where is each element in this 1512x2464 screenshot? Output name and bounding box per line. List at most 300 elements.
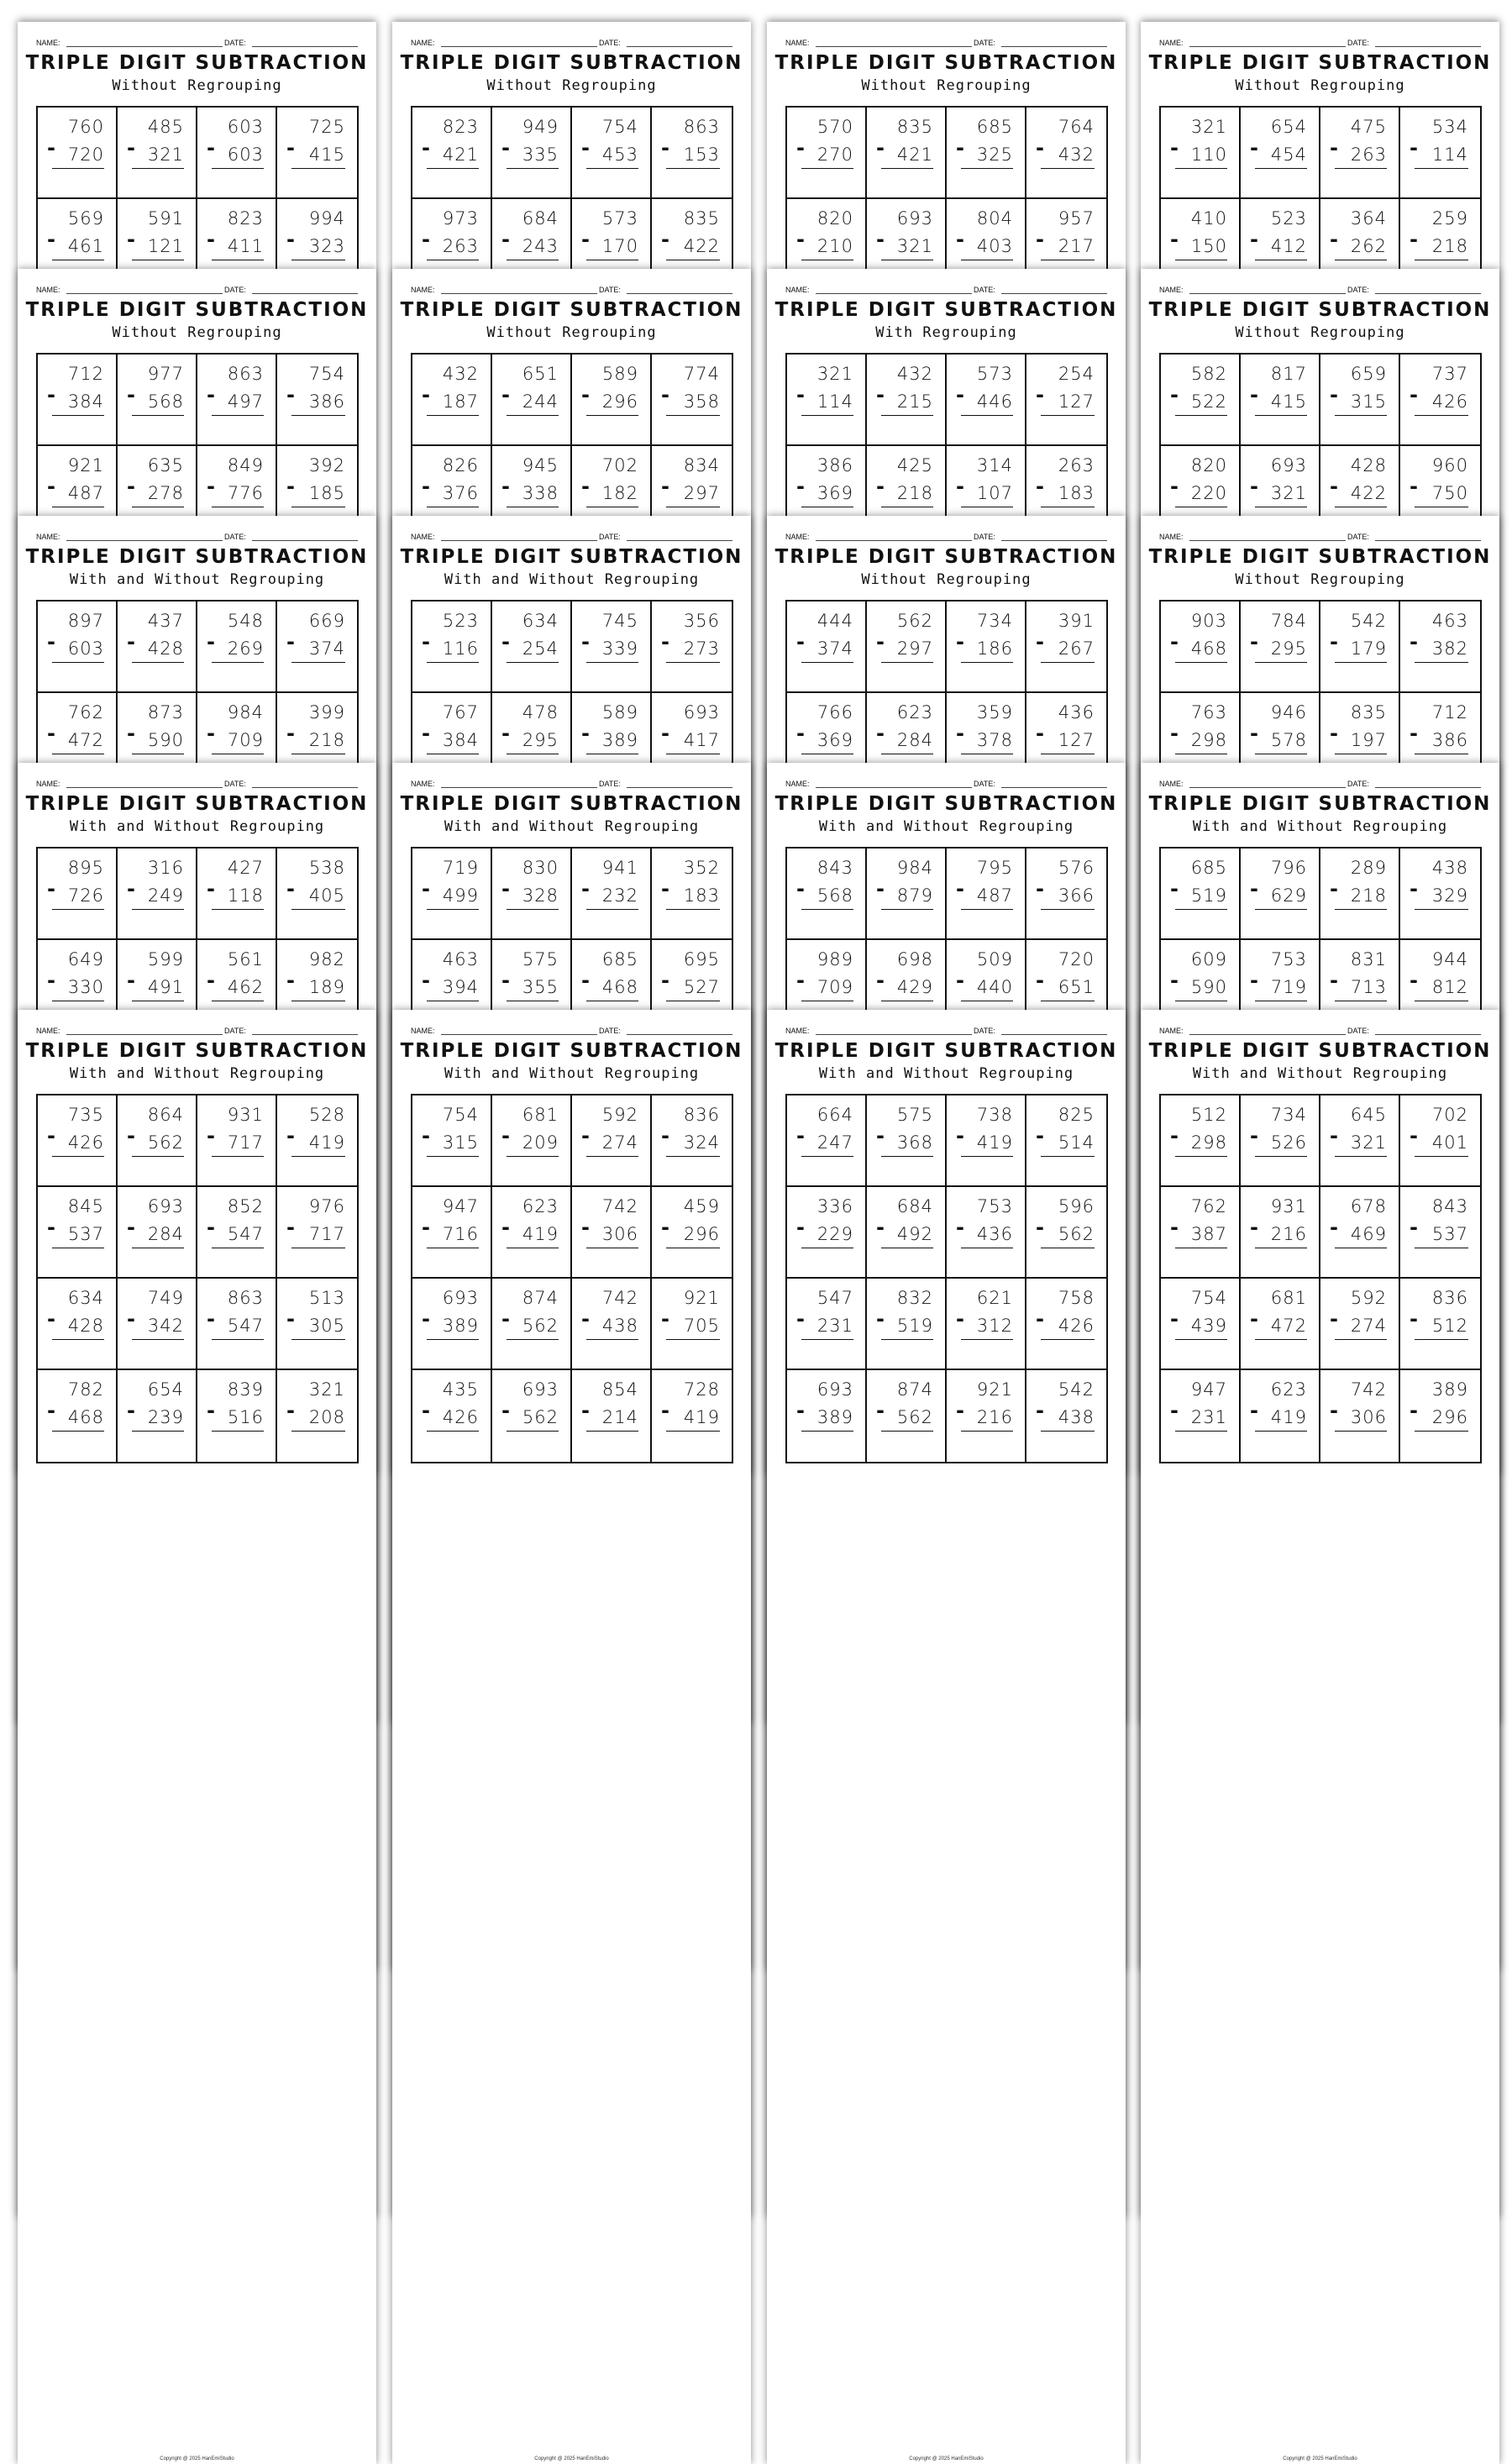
problem-grid xyxy=(1159,1094,1482,1463)
problem-cell[interactable] xyxy=(867,1095,947,1187)
minus-sign: - xyxy=(1036,1307,1044,1331)
problem-cell[interactable] xyxy=(652,1370,732,1462)
problem-cell[interactable] xyxy=(38,1095,118,1187)
subtrahend: 218 xyxy=(308,730,345,750)
problem-cell[interactable] xyxy=(412,355,492,446)
problem-cell[interactable] xyxy=(38,848,118,940)
minuend: 685 xyxy=(601,949,638,969)
problem-cell[interactable] xyxy=(118,355,197,446)
name-line[interactable] xyxy=(1189,787,1346,788)
problem-cell[interactable] xyxy=(197,108,277,199)
problem-cell[interactable] xyxy=(652,1187,732,1279)
problem-cell[interactable] xyxy=(572,602,652,693)
problem-cell[interactable] xyxy=(572,1279,652,1370)
problem-cell[interactable] xyxy=(947,355,1026,446)
problem-cell[interactable] xyxy=(1026,1279,1106,1370)
problem-cell[interactable] xyxy=(118,1095,197,1187)
minus-sign: - xyxy=(1170,969,1179,992)
problem-cell[interactable] xyxy=(38,108,118,199)
problem-cell[interactable] xyxy=(787,1187,867,1279)
problem-cell[interactable] xyxy=(1161,848,1241,940)
problem-cell[interactable] xyxy=(118,602,197,693)
answer-line xyxy=(881,1156,933,1157)
subtrahend: 389 xyxy=(601,730,638,750)
problem-cell[interactable] xyxy=(277,602,357,693)
problem-cell[interactable] xyxy=(492,1370,572,1462)
minuend: 863 xyxy=(683,117,720,137)
subtrahend: 296 xyxy=(1431,1407,1468,1427)
minus-sign: - xyxy=(956,228,964,251)
problem-cell[interactable] xyxy=(277,1370,357,1462)
problem-cell[interactable] xyxy=(1241,1370,1320,1462)
subtrahend: 127 xyxy=(1058,730,1095,750)
date-line[interactable] xyxy=(252,1034,358,1035)
subtrahend: 461 xyxy=(67,236,104,256)
problem-cell[interactable] xyxy=(1400,1279,1480,1370)
date-line[interactable] xyxy=(252,46,358,47)
problem-cell[interactable] xyxy=(1400,1370,1480,1462)
name-line[interactable] xyxy=(441,46,597,47)
date-label: DATE: xyxy=(974,1027,995,1035)
problem-cell[interactable] xyxy=(412,1187,492,1279)
minus-sign: - xyxy=(207,969,215,992)
problem-cell[interactable] xyxy=(572,1187,652,1279)
minus-sign: - xyxy=(1170,228,1179,251)
answer-line xyxy=(666,1431,720,1432)
minuend: 528 xyxy=(308,1105,345,1125)
problem-cell[interactable] xyxy=(947,1370,1026,1462)
problem-cell[interactable] xyxy=(412,108,492,199)
date-line[interactable] xyxy=(252,293,358,294)
problem-cell[interactable] xyxy=(867,1370,947,1462)
date-label: DATE: xyxy=(974,533,995,541)
minus-sign: - xyxy=(207,1124,215,1148)
problem-cell[interactable] xyxy=(572,1095,652,1187)
problem-cell[interactable] xyxy=(1026,602,1106,693)
problem-cell[interactable] xyxy=(277,1279,357,1370)
problem-cell[interactable] xyxy=(1320,355,1400,446)
name-label: NAME: xyxy=(785,286,810,294)
worksheet-title: TRIPLE DIGIT SUBTRACTION xyxy=(774,1040,1118,1062)
name-line[interactable] xyxy=(441,293,597,294)
minus-sign: - xyxy=(661,136,669,160)
answer-line xyxy=(291,1156,345,1157)
date-label: DATE: xyxy=(599,39,621,47)
minus-sign: - xyxy=(876,969,885,992)
answer-line xyxy=(1041,1431,1095,1432)
problem-cell[interactable] xyxy=(947,1187,1026,1279)
minuend: 712 xyxy=(1431,702,1468,722)
problem-cell[interactable] xyxy=(867,1279,947,1370)
name-label: NAME: xyxy=(411,533,435,541)
problem-cell[interactable] xyxy=(1161,355,1241,446)
problem-cell[interactable] xyxy=(787,355,867,446)
name-line[interactable] xyxy=(1189,1034,1346,1035)
problem-cell[interactable] xyxy=(652,1279,732,1370)
answer-line xyxy=(666,909,720,910)
problem-cell[interactable] xyxy=(1241,848,1320,940)
date-line[interactable] xyxy=(1375,1034,1481,1035)
minuend: 316 xyxy=(147,858,184,878)
minus-sign: - xyxy=(1250,1216,1258,1239)
problem-cell[interactable] xyxy=(1161,1095,1241,1187)
problem-cell[interactable] xyxy=(277,1187,357,1279)
name-line[interactable] xyxy=(66,787,223,788)
minus-sign: - xyxy=(1330,1307,1338,1331)
problem-cell[interactable] xyxy=(1026,108,1106,199)
answer-line xyxy=(961,1431,1013,1432)
subtrahend: 568 xyxy=(816,885,853,906)
problem-cell[interactable] xyxy=(652,1095,732,1187)
problem-cell[interactable] xyxy=(1400,355,1480,446)
problem-cell[interactable] xyxy=(1161,1279,1241,1370)
problem-cell[interactable] xyxy=(947,1095,1026,1187)
minus-sign: - xyxy=(661,1307,669,1331)
problem-cell[interactable] xyxy=(277,108,357,199)
problem-cell[interactable] xyxy=(572,848,652,940)
date-line[interactable] xyxy=(1375,787,1481,788)
subtrahend: 368 xyxy=(896,1132,933,1153)
name-line[interactable] xyxy=(66,1034,223,1035)
answer-line xyxy=(132,1431,184,1432)
problem-cell[interactable] xyxy=(277,1095,357,1187)
minuend: 263 xyxy=(1058,455,1095,475)
subtrahend: 719 xyxy=(1270,977,1307,997)
subtrahend: 267 xyxy=(1058,638,1095,659)
problem-cell[interactable] xyxy=(787,848,867,940)
answer-line xyxy=(801,168,853,169)
worksheet-subtitle: Without Regrouping xyxy=(1235,571,1405,588)
minuend: 573 xyxy=(601,208,638,229)
problem-cell[interactable] xyxy=(867,355,947,446)
problem-cell[interactable] xyxy=(1400,108,1480,199)
subtrahend: 726 xyxy=(67,885,104,906)
problem-cell[interactable] xyxy=(947,602,1026,693)
problem-cell[interactable] xyxy=(492,1187,572,1279)
date-line[interactable] xyxy=(1375,540,1481,541)
date-line[interactable] xyxy=(252,540,358,541)
worksheet-subtitle: With and Without Regrouping xyxy=(69,1065,325,1082)
minuend: 364 xyxy=(1350,208,1387,229)
name-line[interactable] xyxy=(66,540,223,541)
problem-cell[interactable] xyxy=(652,602,732,693)
name-line[interactable] xyxy=(816,787,972,788)
subtrahend: 127 xyxy=(1058,391,1095,412)
problem-cell[interactable] xyxy=(1026,1370,1106,1462)
problem-cell[interactable] xyxy=(1320,1370,1400,1462)
problem-cell[interactable] xyxy=(1241,1095,1320,1187)
minuend: 945 xyxy=(522,455,559,475)
problem-cell[interactable] xyxy=(492,602,572,693)
worksheet-subtitle: With and Without Regrouping xyxy=(818,818,1074,835)
name-line[interactable] xyxy=(441,787,597,788)
name-line[interactable] xyxy=(816,46,972,47)
date-line[interactable] xyxy=(627,293,732,294)
subtrahend: 254 xyxy=(522,638,559,659)
problem-cell[interactable] xyxy=(118,1279,197,1370)
answer-line xyxy=(586,1339,638,1340)
subtrahend: 297 xyxy=(896,638,933,659)
problem-cell[interactable] xyxy=(1241,108,1320,199)
subtrahend: 298 xyxy=(1190,1132,1227,1153)
subtrahend: 519 xyxy=(896,1316,933,1336)
minuend: 702 xyxy=(1431,1105,1468,1125)
minuend: 946 xyxy=(1270,702,1307,722)
problem-cell[interactable] xyxy=(1320,1279,1400,1370)
minus-sign: - xyxy=(1330,630,1338,654)
minus-sign: - xyxy=(422,228,430,251)
worksheet-subtitle: With and Without Regrouping xyxy=(444,818,700,835)
name-line[interactable] xyxy=(66,293,223,294)
problem-cell[interactable] xyxy=(197,1370,277,1462)
minus-sign: - xyxy=(581,475,590,498)
problem-cell[interactable] xyxy=(118,1370,197,1462)
problem-cell[interactable] xyxy=(118,1187,197,1279)
answer-line xyxy=(961,1156,1013,1157)
answer-line xyxy=(212,662,264,663)
problem-cell[interactable] xyxy=(787,1095,867,1187)
problem-cell[interactable] xyxy=(412,1095,492,1187)
minuend: 693 xyxy=(147,1196,184,1216)
problem-cell[interactable] xyxy=(197,1279,277,1370)
minuend: 826 xyxy=(442,455,479,475)
problem-cell[interactable] xyxy=(1161,1370,1241,1462)
minuend: 852 xyxy=(227,1196,264,1216)
problem-cell[interactable] xyxy=(492,848,572,940)
problem-cell[interactable] xyxy=(652,355,732,446)
subtrahend: 278 xyxy=(147,483,184,503)
name-label: NAME: xyxy=(1159,533,1184,541)
date-line[interactable] xyxy=(1001,293,1107,294)
answer-line xyxy=(291,1339,345,1340)
problem-cell[interactable] xyxy=(867,108,947,199)
copyright-text: Copyright @ 2025 HanEmiStudio xyxy=(909,2456,984,2461)
minus-sign: - xyxy=(956,722,964,745)
date-line[interactable] xyxy=(1375,46,1481,47)
problem-grid xyxy=(411,1094,733,1463)
minus-sign: - xyxy=(581,228,590,251)
problem-cell[interactable] xyxy=(277,355,357,446)
problem-cell[interactable] xyxy=(412,1279,492,1370)
problem-cell[interactable] xyxy=(1400,1095,1480,1187)
minus-sign: - xyxy=(956,1216,964,1239)
problem-cell[interactable] xyxy=(1241,1187,1320,1279)
problem-cell[interactable] xyxy=(787,602,867,693)
name-date-header xyxy=(785,533,1107,543)
subtrahend: 170 xyxy=(601,236,638,256)
minuend: 681 xyxy=(522,1105,559,1125)
problem-cell[interactable] xyxy=(197,355,277,446)
problem-cell[interactable] xyxy=(197,848,277,940)
problem-cell[interactable] xyxy=(787,1370,867,1462)
name-line[interactable] xyxy=(1189,46,1346,47)
name-line[interactable] xyxy=(816,1034,972,1035)
name-line[interactable] xyxy=(66,46,223,47)
minus-sign: - xyxy=(501,475,510,498)
problem-cell[interactable] xyxy=(947,848,1026,940)
date-line[interactable] xyxy=(627,1034,732,1035)
answer-line xyxy=(666,1339,720,1340)
name-label: NAME: xyxy=(1159,286,1184,294)
problem-cell[interactable] xyxy=(652,848,732,940)
problem-cell[interactable] xyxy=(1241,355,1320,446)
name-line[interactable] xyxy=(1189,540,1346,541)
answer-line xyxy=(132,1339,184,1340)
date-line[interactable] xyxy=(627,787,732,788)
minus-sign: - xyxy=(1036,1399,1044,1422)
minus-sign: - xyxy=(956,1124,964,1148)
problem-cell[interactable] xyxy=(412,1370,492,1462)
minuend: 831 xyxy=(1350,949,1387,969)
subtrahend: 386 xyxy=(1431,730,1468,750)
problem-cell[interactable] xyxy=(1026,1187,1106,1279)
problem-cell[interactable] xyxy=(277,848,357,940)
problem-cell[interactable] xyxy=(38,355,118,446)
subtrahend: 335 xyxy=(522,144,559,165)
subtrahend: 590 xyxy=(147,730,184,750)
problem-cell[interactable] xyxy=(38,1187,118,1279)
subtrahend: 419 xyxy=(976,1132,1013,1153)
minuend: 976 xyxy=(308,1196,345,1216)
problem-cell[interactable] xyxy=(118,848,197,940)
problem-cell[interactable] xyxy=(867,602,947,693)
subtrahend: 750 xyxy=(1431,483,1468,503)
name-date-header xyxy=(1159,780,1481,790)
problem-cell[interactable] xyxy=(38,1279,118,1370)
problem-cell[interactable] xyxy=(1161,1187,1241,1279)
subtrahend: 717 xyxy=(308,1224,345,1244)
problem-cell[interactable] xyxy=(1161,108,1241,199)
date-line[interactable] xyxy=(1375,293,1481,294)
minus-sign: - xyxy=(661,969,669,992)
minuend: 774 xyxy=(683,364,720,384)
minuend: 634 xyxy=(522,611,559,631)
problem-cell[interactable] xyxy=(1161,602,1241,693)
problem-cell[interactable] xyxy=(197,1187,277,1279)
minuend: 754 xyxy=(1190,1288,1227,1308)
date-line[interactable] xyxy=(627,540,732,541)
problem-cell[interactable] xyxy=(38,1370,118,1462)
subtrahend: 705 xyxy=(683,1316,720,1336)
minuend: 575 xyxy=(896,1105,933,1125)
minuend: 623 xyxy=(1270,1379,1307,1400)
problem-cell[interactable] xyxy=(412,602,492,693)
problem-cell[interactable] xyxy=(1400,602,1480,693)
name-line[interactable] xyxy=(1189,293,1346,294)
problem-cell[interactable] xyxy=(197,1095,277,1187)
answer-line xyxy=(586,1156,638,1157)
date-line[interactable] xyxy=(252,787,358,788)
minuend: 698 xyxy=(896,949,933,969)
minus-sign: - xyxy=(422,630,430,654)
minus-sign: - xyxy=(661,877,669,901)
minus-sign: - xyxy=(1410,475,1418,498)
minuend: 874 xyxy=(896,1379,933,1400)
problem-cell[interactable] xyxy=(412,848,492,940)
subtrahend: 562 xyxy=(522,1407,559,1427)
minuend: 321 xyxy=(816,364,853,384)
problem-cell[interactable] xyxy=(38,602,118,693)
minuend: 742 xyxy=(1350,1379,1387,1400)
minus-sign: - xyxy=(1330,1124,1338,1148)
problem-cell[interactable] xyxy=(947,108,1026,199)
problem-cell[interactable] xyxy=(1241,1279,1320,1370)
answer-line xyxy=(801,909,853,910)
answer-line xyxy=(212,909,264,910)
problem-cell[interactable] xyxy=(1320,1187,1400,1279)
subtrahend: 378 xyxy=(976,730,1013,750)
problem-cell[interactable] xyxy=(1320,108,1400,199)
problem-cell[interactable] xyxy=(867,1187,947,1279)
date-line[interactable] xyxy=(627,46,732,47)
problem-cell[interactable] xyxy=(1026,355,1106,446)
worksheet-title: TRIPLE DIGIT SUBTRACTION xyxy=(774,793,1118,815)
problem-cell[interactable] xyxy=(492,108,572,199)
minuend: 596 xyxy=(1058,1196,1095,1216)
problem-cell[interactable] xyxy=(118,108,197,199)
minuend: 738 xyxy=(976,1105,1013,1125)
problem-cell[interactable] xyxy=(867,848,947,940)
problem-cell[interactable] xyxy=(492,1279,572,1370)
subtrahend: 306 xyxy=(1350,1407,1387,1427)
problem-cell[interactable] xyxy=(1026,848,1106,940)
subtrahend: 274 xyxy=(1350,1316,1387,1336)
date-line[interactable] xyxy=(1001,787,1107,788)
problem-cell[interactable] xyxy=(1400,1187,1480,1279)
problem-cell[interactable] xyxy=(1320,1095,1400,1187)
minuend: 903 xyxy=(1190,611,1227,631)
problem-cell[interactable] xyxy=(492,1095,572,1187)
problem-cell[interactable] xyxy=(1241,602,1320,693)
minuend: 834 xyxy=(683,455,720,475)
problem-cell[interactable] xyxy=(1400,848,1480,940)
problem-cell[interactable] xyxy=(787,108,867,199)
subtrahend: 110 xyxy=(1190,144,1227,165)
problem-cell[interactable] xyxy=(1026,1095,1106,1187)
name-line[interactable] xyxy=(441,540,597,541)
date-line[interactable] xyxy=(1001,1034,1107,1035)
date-line[interactable] xyxy=(1001,46,1107,47)
problem-cell[interactable] xyxy=(572,108,652,199)
minus-sign: - xyxy=(876,136,885,160)
problem-cell[interactable] xyxy=(947,1279,1026,1370)
problem-cell[interactable] xyxy=(572,355,652,446)
name-line[interactable] xyxy=(816,540,972,541)
minuend: 742 xyxy=(601,1288,638,1308)
name-line[interactable] xyxy=(816,293,972,294)
answer-line xyxy=(961,1339,1013,1340)
problem-cell[interactable] xyxy=(572,1370,652,1462)
problem-cell[interactable] xyxy=(787,1279,867,1370)
minuend: 762 xyxy=(1190,1196,1227,1216)
problem-cell[interactable] xyxy=(652,108,732,199)
problem-cell[interactable] xyxy=(1320,602,1400,693)
problem-cell[interactable] xyxy=(1320,848,1400,940)
problem-cell[interactable] xyxy=(492,355,572,446)
name-line[interactable] xyxy=(441,1034,597,1035)
minuend: 849 xyxy=(227,455,264,475)
date-line[interactable] xyxy=(1001,540,1107,541)
minuend: 984 xyxy=(896,858,933,878)
minus-sign: - xyxy=(286,969,295,992)
problem-grid xyxy=(785,106,1108,292)
minuend: 664 xyxy=(816,1105,853,1125)
subtrahend: 216 xyxy=(1270,1224,1307,1244)
problem-cell[interactable] xyxy=(197,602,277,693)
minuend: 649 xyxy=(67,949,104,969)
minuend: 835 xyxy=(896,117,933,137)
minuend: 754 xyxy=(601,117,638,137)
